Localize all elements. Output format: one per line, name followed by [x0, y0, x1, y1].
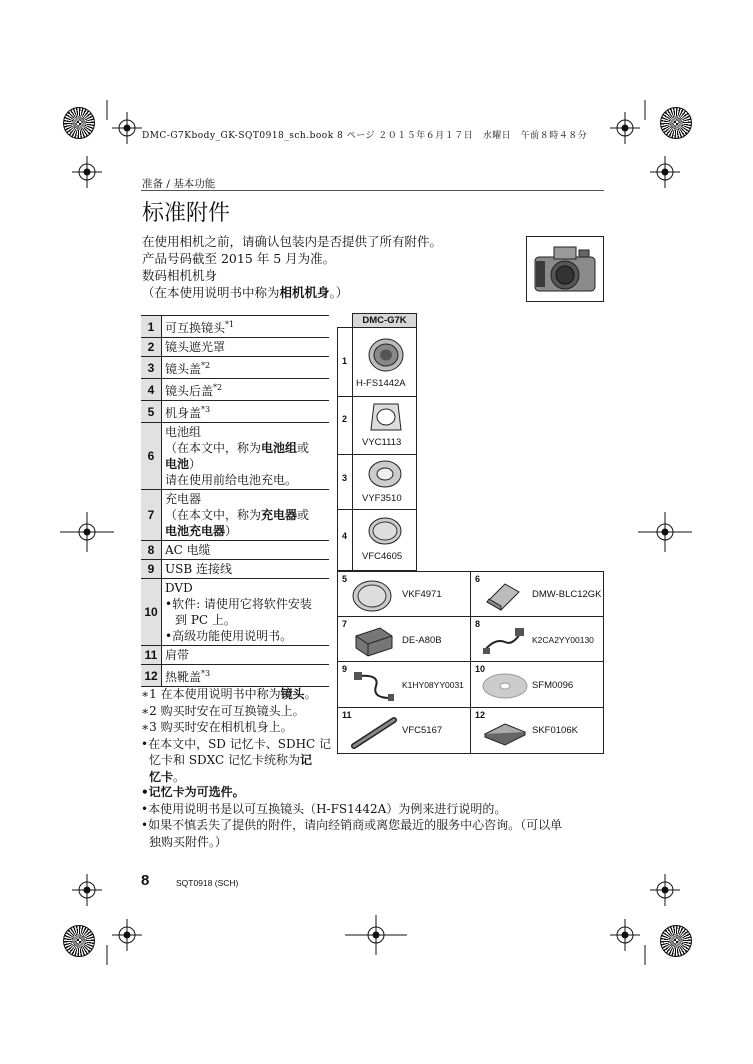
camera-body-image [526, 236, 604, 302]
bottom-notes [141, 784, 611, 850]
row-number: 9 [141, 560, 162, 579]
table-row [141, 490, 329, 541]
note-line: •在本文中，SD 记忆卡、SDHC 记 [141, 736, 332, 751]
item-code: K2CA2YY00130 [532, 635, 594, 645]
rear-cap-icon [366, 515, 404, 547]
target-mark-icon [610, 919, 640, 951]
target-mark-icon [60, 512, 114, 552]
intro-text [142, 233, 522, 301]
model-header: DMC-G7K [352, 313, 417, 329]
camera-icon [527, 237, 603, 301]
battery-icon [483, 580, 523, 612]
item-number: 4 [342, 531, 348, 541]
note-line: •如果不慎丢失了提供的附件，请向经销商或离您最近的服务中心咨询。（可以单 [141, 818, 563, 832]
item-code: VYF3510 [362, 493, 402, 504]
table-row [141, 338, 329, 357]
item-number: 1 [342, 356, 348, 366]
lens-hood-icon [368, 400, 404, 434]
item-code: H-FS1442A [356, 378, 406, 389]
row-number: 5 [141, 401, 162, 423]
item-number: 7 [342, 619, 348, 629]
row-text: 机身盖$^{*3}$ [162, 401, 330, 423]
accessory-table [141, 315, 329, 687]
table-row [141, 560, 329, 579]
item-code: VYC1113 [362, 437, 402, 448]
table-row [141, 423, 329, 490]
note-line: 忆卡。 [149, 769, 186, 784]
accessory-grid [337, 571, 604, 754]
row-text: 镜头后盖$^{*2}$ [162, 379, 330, 401]
target-mark-icon [610, 112, 640, 144]
item-number: 10 [475, 664, 486, 674]
target-mark-icon [72, 874, 102, 906]
hot-shoe-cover-icon [481, 718, 529, 748]
item-number: 6 [475, 574, 481, 584]
footnotes [141, 686, 336, 785]
table-row [141, 646, 329, 665]
item-code: VFC4605 [362, 551, 403, 562]
row-text: 镜头遮光罩 [162, 338, 330, 357]
note-line: •本使用说明书是以可互换镜头（H-FS1442A）为例来进行说明的。 [141, 801, 507, 816]
page-number: 8 [141, 872, 150, 889]
item-number: 11 [342, 710, 352, 720]
row-text: 可互换镜头$^{*1}$ [162, 316, 330, 338]
table-row [141, 541, 329, 560]
row-text: AC 电缆 [162, 541, 330, 560]
row-number: 12 [141, 665, 162, 687]
item-number: 2 [342, 414, 348, 424]
body-cap-icon [350, 578, 394, 614]
target-mark-icon [72, 156, 102, 188]
header-divider [141, 190, 604, 191]
table-row [141, 401, 329, 423]
note-line: ∗2 购买时安在可互换镜头上。 [141, 703, 305, 718]
row-text: 热靴盖$^{*3}$ [162, 665, 330, 687]
item-code: VFC5167 [402, 725, 443, 736]
registration-starburst-bottom-right [660, 925, 692, 957]
row-text: USB 连接线 [162, 560, 330, 579]
registration-starburst-top-right [660, 107, 692, 139]
breadcrumb: 准备 / 基本功能 [142, 178, 216, 190]
row-text: 镜头盖$^{*2}$ [162, 357, 330, 379]
row-text: 电池组 （在本文中，称为电池组或 电池） 请在使用前给电池充电。 [162, 423, 330, 490]
item-number: 9 [342, 664, 348, 674]
item-code: VKF4971 [402, 589, 442, 600]
item-number: 8 [475, 619, 481, 629]
row-number: 3 [141, 357, 162, 379]
item-code: DE-A80B [402, 635, 442, 646]
note-line: ∗1 在本使用说明书中称为镜头。 [141, 687, 317, 701]
print-file-header: DMC-G7Kbody_GK-SQT0918_sch.book 8 ページ ２０１５年６月１７日 水曜日 午前８時４８分 [142, 131, 588, 141]
row-text: DVD •软件: 请使用它将软件安装 到 PC 上。 •高级功能使用说明书。 [162, 579, 330, 646]
target-mark-icon [345, 915, 407, 955]
row-text: 充电器 （在本文中，称为充电器或 电池充电器） [162, 490, 330, 541]
item-number: 3 [342, 473, 348, 483]
note-line: •记忆卡为可选件。 [141, 785, 245, 799]
target-mark-icon [112, 919, 142, 951]
note-line: 独购买附件。） [149, 834, 228, 849]
item-code: K1HY08YY0031 [402, 680, 464, 690]
table-row [141, 379, 329, 401]
row-number: 1 [141, 316, 162, 338]
document-code: SQT0918 (SCH) [176, 878, 239, 888]
target-mark-icon [112, 112, 142, 144]
target-mark-icon [650, 874, 680, 906]
table-row [141, 316, 329, 338]
table-row [141, 579, 329, 646]
model-box [337, 327, 417, 571]
lens-cap-icon [366, 458, 404, 490]
page-title: 标准附件 [142, 201, 231, 226]
row-number: 10 [141, 579, 162, 646]
row-number: 11 [141, 646, 162, 665]
table-row [141, 357, 329, 379]
target-mark-icon [638, 512, 692, 552]
row-text: 肩带 [162, 646, 330, 665]
intro-line: 在使用相机之前，请确认包装内是否提供了所有附件。 [142, 234, 443, 249]
item-number: 5 [342, 574, 348, 584]
shoulder-strap-icon [348, 714, 400, 750]
charger-icon [350, 622, 396, 660]
row-number: 6 [141, 423, 162, 490]
lens-icon [366, 336, 406, 374]
registration-starburst-bottom-left [63, 925, 95, 957]
row-number: 4 [141, 379, 162, 401]
note-line: ∗3 购买时安在相机机身上。 [141, 720, 293, 734]
dvd-icon [481, 670, 529, 702]
item-code: SFM0096 [532, 680, 574, 691]
intro-line: 数码相机机身 [142, 268, 218, 283]
registration-starburst-top-left [63, 107, 95, 139]
intro-line: 产品号码截至 2015 年 5 月为准。 [142, 251, 336, 266]
target-mark-icon [650, 156, 680, 188]
ac-cable-icon [481, 624, 527, 656]
item-code: DMW-BLC12GK [532, 589, 602, 600]
table-row [141, 665, 329, 687]
row-number: 8 [141, 541, 162, 560]
item-number: 12 [475, 710, 486, 720]
note-line: 忆卡和 SDXC 记忆卡统称为记 [149, 753, 313, 767]
row-number: 2 [141, 338, 162, 357]
usb-cable-icon [350, 668, 396, 704]
row-number: 7 [141, 490, 162, 541]
intro-line: （在本使用说明书中称为相机机身。） [142, 285, 349, 300]
item-code: SKF0106K [532, 725, 578, 736]
